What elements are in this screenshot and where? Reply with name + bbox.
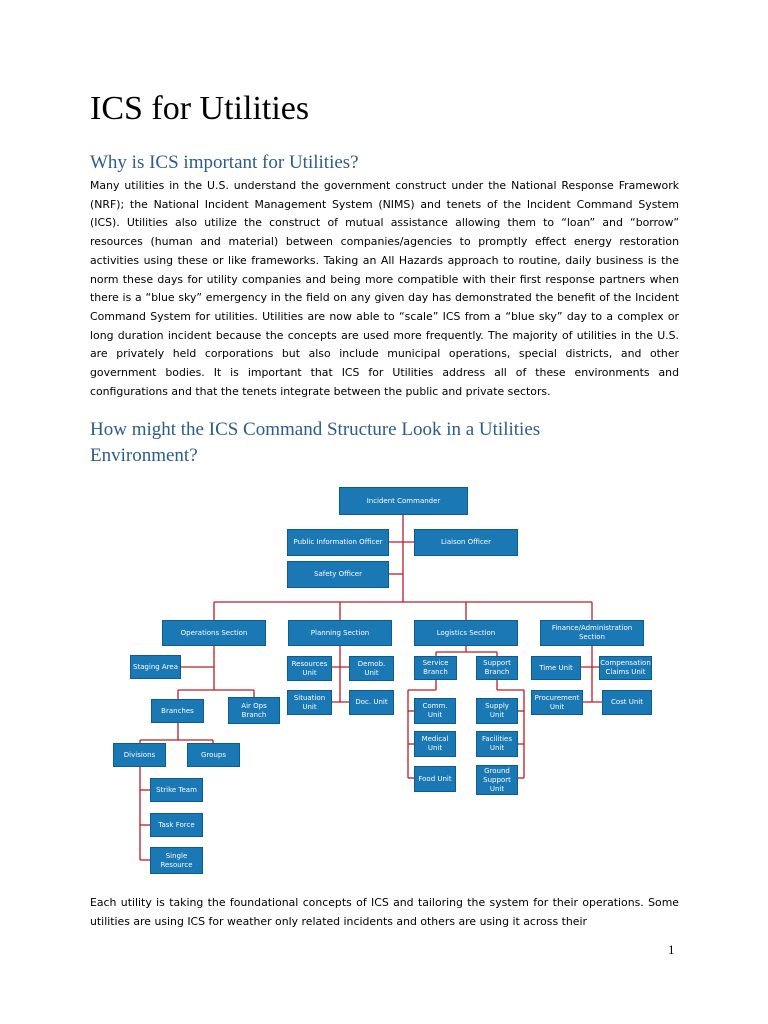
box-support-branch: Support Branch [476, 656, 518, 680]
box-finance-admin-section: Finance/Administration Section [540, 620, 644, 646]
box-food-unit: Food Unit [414, 766, 456, 792]
box-doc-unit: Doc. Unit [349, 690, 394, 715]
box-procurement-unit: Procurement Unit [531, 690, 583, 715]
box-resources-unit: Resources Unit [287, 656, 332, 681]
closing-paragraph: Each utility is taking the foundational concepts of ICS and tailoring the system for their operations. Some utilities are using ICS for weather only related incidents and others are using it across their [90, 896, 679, 928]
box-compensation-claims-unit: Compensation Claims Unit [599, 656, 652, 680]
page-number: 1 [668, 942, 675, 957]
box-strike-team: Strike Team [150, 778, 203, 802]
box-comm-unit: Comm. Unit [414, 698, 456, 724]
box-single-resource: Single Resource [150, 847, 203, 874]
box-safety-officer: Safety Officer [287, 561, 389, 588]
box-situation-unit: Situation Unit [287, 690, 332, 715]
section-heading-structure: How might the ICS Command Structure Look in a Utilities Environment? [90, 419, 541, 466]
box-liaison-officer: Liaison Officer [414, 529, 518, 556]
box-time-unit: Time Unit [531, 656, 581, 680]
box-staging-area: Staging Area [130, 655, 181, 679]
box-operations-section: Operations Section [162, 620, 266, 646]
box-groups: Groups [187, 743, 240, 767]
box-incident-commander: Incident Commander [339, 487, 468, 515]
box-demob-unit: Demob. Unit [349, 656, 394, 681]
page-title: ICS for Utilities [90, 90, 310, 127]
box-divisions: Divisions [113, 743, 166, 767]
box-branches: Branches [151, 699, 204, 723]
box-service-branch: Service Branch [414, 656, 457, 680]
box-supply-unit: Supply Unit [476, 698, 518, 724]
box-air-ops-branch: Air Ops Branch [228, 697, 280, 724]
section-heading-why: Why is ICS important for Utilities? [90, 152, 359, 173]
box-medical-unit: Medical Unit [414, 731, 456, 757]
section-why-paragraph: Many utilities in the U.S. understand the government construct under the National Response Framework (NRF); the National Incident Management System (NIMS) and tenets of the Incident Command System (ICS). Utilities also utilize the construct of mutual assistance allowing them to “loan” and “borrow” resources (human and material) between companies/agencies to promptly effect energy restoration activities using these or like frameworks. Taking an All Hazards approach to routine, daily business is the norm these days for utility companies and being more compatible with their first response partners when there is a “blue sky” emergency in the field on any given day has demonstrated the benefit of the Incident Command System for utilities. Utilities are now able to “scale” ICS from a “blue sky” day to a complex or long duration incident because the concepts are used more frequently. The majority of utilities in the U.S. are privately held corporations but also include municipal operations, special districts, and other government bodies. It is important that ICS for Utilities address all of these environments and configurations and that the tenets integrate between the public and private sectors. [90, 179, 679, 398]
box-public-information-officer: Public Information Officer [287, 529, 389, 556]
box-logistics-section: Logistics Section [414, 620, 518, 646]
box-facilities-unit: Facilities Unit [476, 731, 518, 757]
box-ground-support-unit: Ground Support Unit [476, 765, 518, 795]
box-planning-section: Planning Section [288, 620, 392, 646]
box-cost-unit: Cost Unit [602, 690, 652, 715]
box-task-force: Task Force [150, 813, 203, 837]
